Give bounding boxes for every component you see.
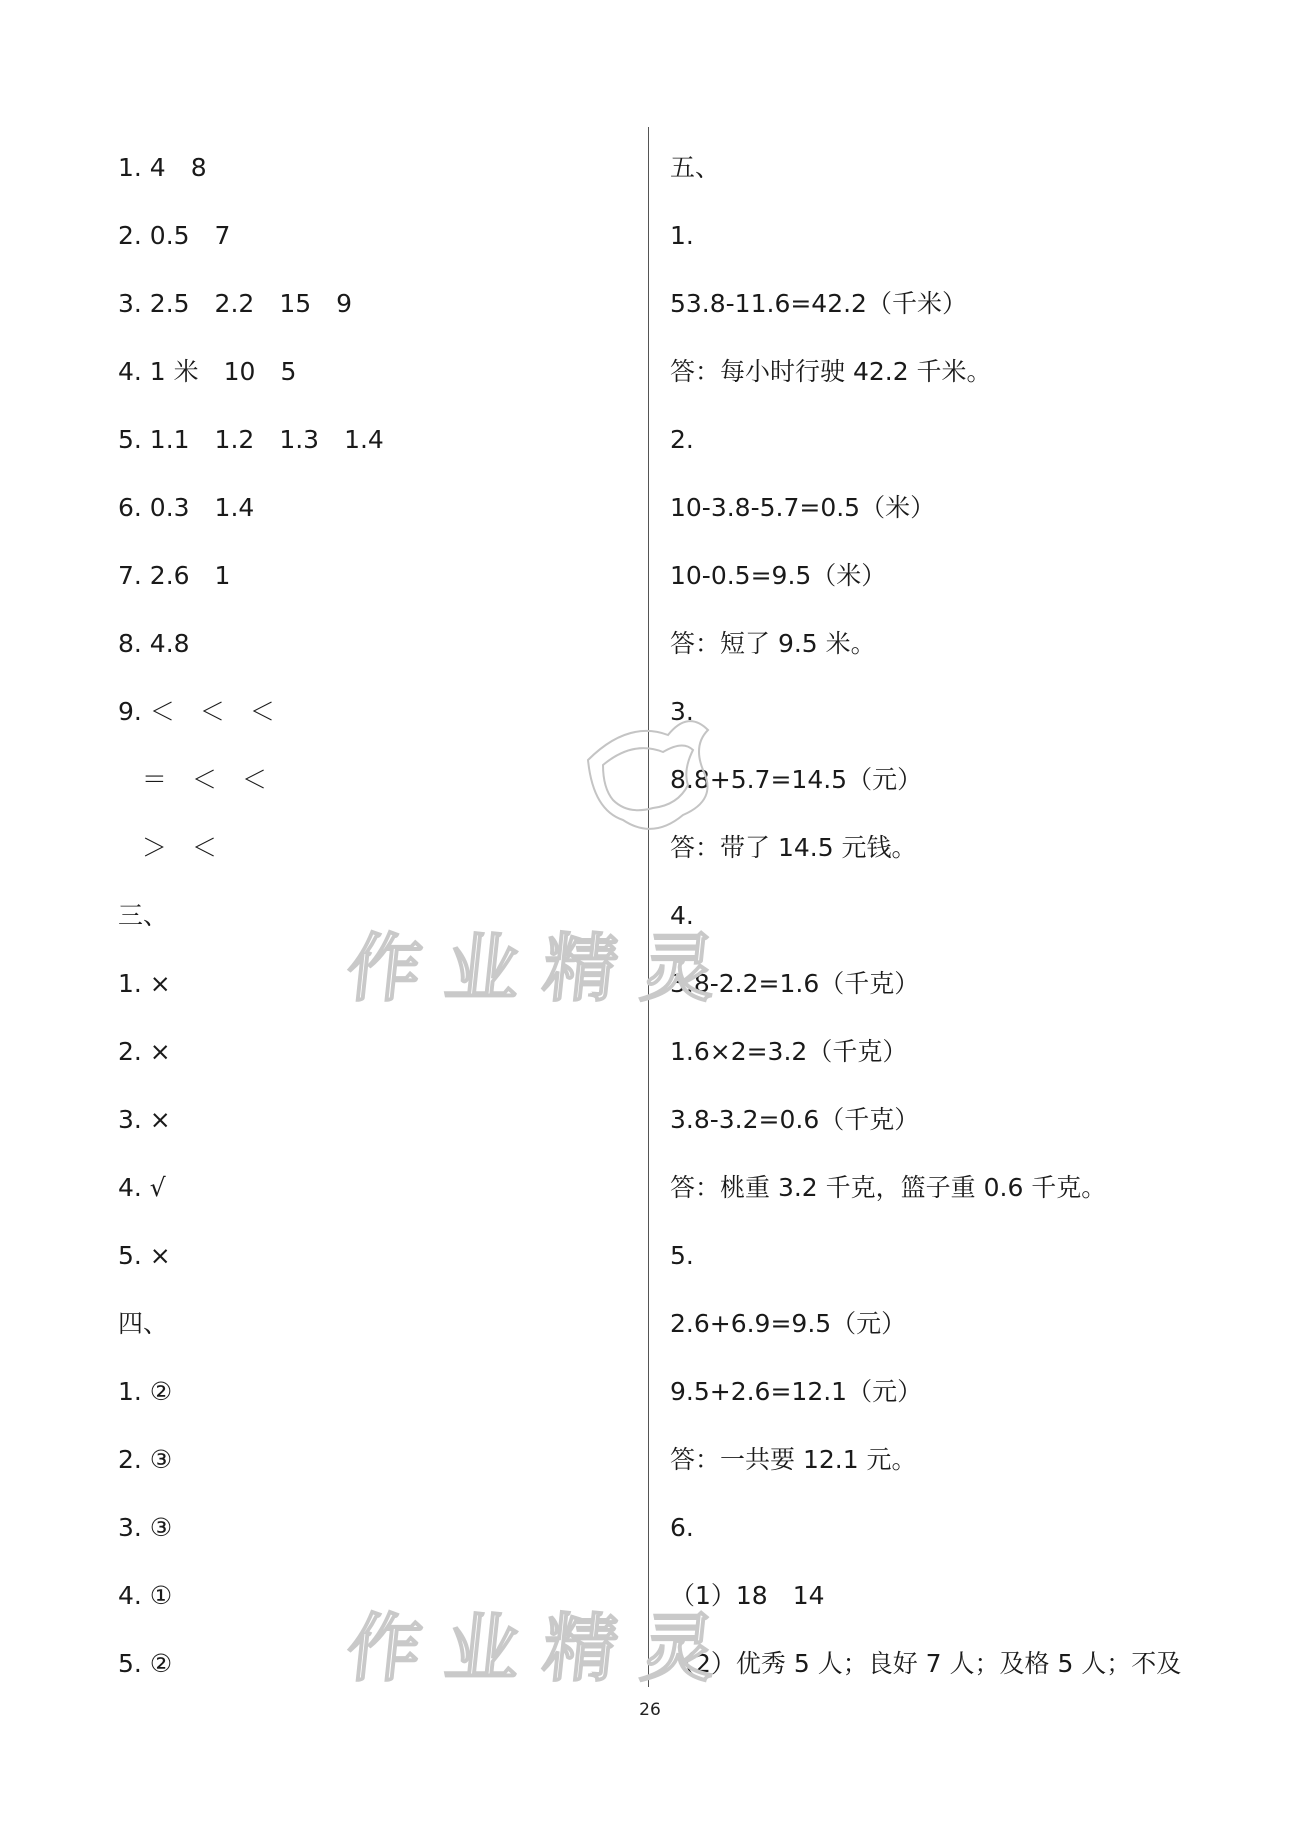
answer-line: 答：桃重 3.2 千克，篮子重 0.6 千克。 [670,1173,1107,1202]
answer-line: 53.8-11.6=42.2（千米） [670,289,967,318]
answer-line: 2. [670,425,694,454]
answer-line: 4. [670,901,694,930]
answer-line: 9. ＜ ＜ ＜ [118,697,275,726]
answer-line: 10-0.5=9.5（米） [670,561,887,590]
answer-line: 10-3.8-5.7=0.5（米） [670,493,936,522]
answer-line: （2）优秀 5 人；良好 7 人；及格 5 人；不及 [670,1649,1182,1678]
watermark-text: 作业精灵 [342,926,744,1012]
answer-line: 7. 2.6 1 [118,561,231,590]
answer-line: 答：每小时行驶 42.2 千米。 [670,357,992,386]
column-divider [648,127,649,1687]
answer-line: 6. [670,1513,694,1542]
answer-line: 答：带了 14.5 元钱。 [670,833,917,862]
answer-line: 5. ② [118,1649,173,1678]
answer-line: 答：短了 9.5 米。 [670,629,876,658]
answer-line: 答：一共要 12.1 元。 [670,1445,917,1474]
answer-line: 6. 0.3 1.4 [118,493,255,522]
section-heading: 五、 [670,153,721,182]
answer-line: 2. × [118,1037,171,1066]
answer-line: ＞ ＜ [118,833,217,862]
answer-line: 8. 4.8 [118,629,190,658]
page-number: 26 [639,1700,661,1720]
section-heading: 三、 [118,901,169,930]
answer-line: 3. × [118,1105,171,1134]
answer-line: 1.6×2=3.2（千克） [670,1037,908,1066]
answer-line: （1）18 14 [670,1581,825,1610]
answer-line: 1. × [118,969,171,998]
answer-line: 1. ② [118,1377,173,1406]
answer-line: 2.6+6.9=9.5（元） [670,1309,907,1338]
section-heading: 四、 [118,1309,169,1338]
answer-line: 4. √ [118,1173,166,1202]
answer-line: 3.8-3.2=0.6（千克） [670,1105,920,1134]
answer-line: 8.8+5.7=14.5（元） [670,765,923,794]
answer-line: 4. 1 米 10 5 [118,357,297,386]
answer-line: 2. ③ [118,1445,173,1474]
answer-line: 2. 0.5 7 [118,221,231,250]
answer-line: 3. [670,697,694,726]
answer-line: 3.8-2.2=1.6（千克） [670,969,920,998]
answer-line: ＝ ＜ ＜ [118,765,267,794]
answer-line: 9.5+2.6=12.1（元） [670,1377,923,1406]
answer-line: 5. × [118,1241,171,1270]
answer-line: 3. ③ [118,1513,173,1542]
answer-line: 4. ① [118,1581,173,1610]
answer-line: 3. 2.5 2.2 15 9 [118,289,353,318]
answer-line: 1. [670,221,694,250]
watermark-stamp-icon [568,690,728,850]
answer-line: 1. 4 8 [118,153,207,182]
watermark-text: 作业精灵 [342,1606,744,1692]
answer-line: 5. 1.1 1.2 1.3 1.4 [118,425,384,454]
answer-line: 5. [670,1241,694,1270]
